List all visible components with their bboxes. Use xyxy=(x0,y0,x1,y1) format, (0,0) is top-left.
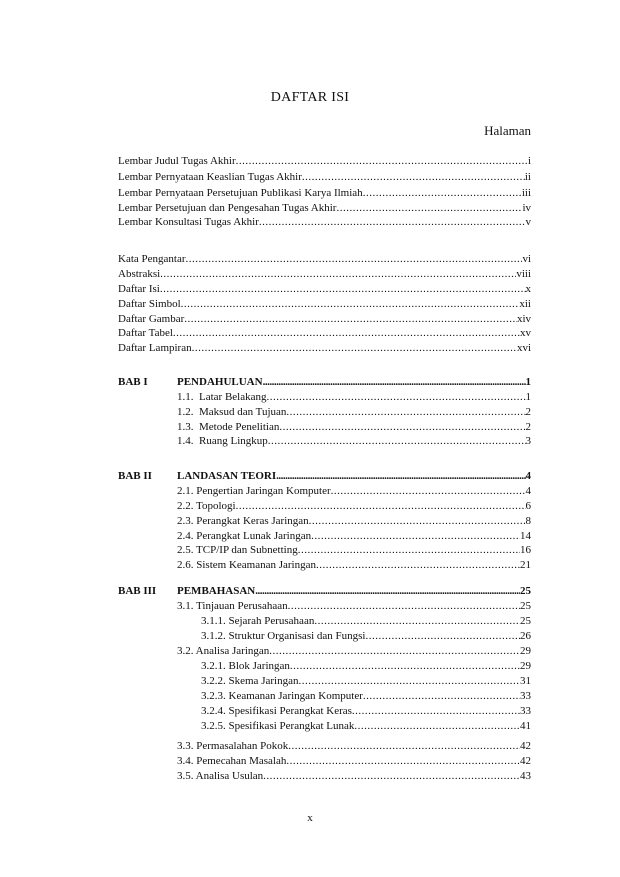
toc-entry-page: 26 xyxy=(520,630,531,642)
toc-entry-label: 3.2.2. Skema Jaringan xyxy=(201,675,299,687)
toc-entry[interactable] xyxy=(177,433,531,448)
toc-entry-page: i xyxy=(527,155,531,167)
toc-entry-label: 2.3. Perangkat Keras Jaringan xyxy=(177,515,309,527)
toc-entry[interactable] xyxy=(177,389,531,404)
chapter-title: LANDASAN TEORI xyxy=(177,470,277,482)
toc-entry-page: 2 xyxy=(525,406,531,418)
toc-entry-page: 33 xyxy=(520,690,531,702)
toc-entry[interactable] xyxy=(177,738,531,753)
toc-entry-label: Lembar Pernyataan Keaslian Tugas Akhir xyxy=(118,171,302,183)
toc-entry[interactable] xyxy=(177,598,531,613)
toc-entry-page: 4 xyxy=(525,485,531,497)
chapter-number: BAB I xyxy=(118,376,148,388)
toc-entry[interactable] xyxy=(177,513,531,528)
toc-entry-label: Lembar Persetujuan dan Pengesahan Tugas Akhir xyxy=(118,202,337,214)
chapter-page: 1 xyxy=(525,376,531,388)
toc-entry[interactable] xyxy=(177,643,531,658)
toc-entry-page: 33 xyxy=(520,705,531,717)
toc-entry-label: 1.3. Metode Penelitian xyxy=(177,421,280,433)
toc-entry-page: 25 xyxy=(520,615,531,627)
toc-entry-page: ii xyxy=(524,171,531,183)
toc-entry[interactable] xyxy=(177,528,531,543)
toc-entry[interactable] xyxy=(201,628,531,643)
chapter-entry[interactable] xyxy=(177,468,531,483)
toc-entry-label: 2.6. Sistem Keamanan Jaringan xyxy=(177,559,316,571)
toc-entry-page: xiv xyxy=(516,313,531,325)
toc-entry-label: 3.2.4. Spesifikasi Perangkat Keras xyxy=(201,705,352,717)
toc-entry-label: Daftar Simbol xyxy=(118,298,181,310)
toc-entry-label: 2.4. Perangkat Lunak Jaringan xyxy=(177,530,312,542)
toc-entry[interactable] xyxy=(177,404,531,419)
chapter-number: BAB II xyxy=(118,470,152,482)
toc-entry-label: 1.2. Maksud dan Tujuan xyxy=(177,406,287,418)
chapter-entry[interactable] xyxy=(177,583,531,598)
toc-entry[interactable] xyxy=(177,768,531,783)
toc-entry[interactable] xyxy=(177,753,531,768)
toc-entry-page: 31 xyxy=(520,675,531,687)
toc-entry[interactable] xyxy=(177,419,531,434)
toc-entry[interactable] xyxy=(201,703,531,718)
toc-entry[interactable] xyxy=(118,185,531,200)
toc-entry[interactable] xyxy=(201,673,531,688)
toc-entry-label: Abstraksi xyxy=(118,268,161,280)
toc-entry[interactable] xyxy=(177,483,531,498)
toc-entry[interactable] xyxy=(201,613,531,628)
toc-entry-page: 14 xyxy=(520,530,531,542)
chapter-title: PEMBAHASAN xyxy=(177,585,256,597)
toc-entry-label: Daftar Isi xyxy=(118,283,160,295)
toc-entry[interactable] xyxy=(118,266,531,281)
toc-entry-label: 1.1. Latar Belakang xyxy=(177,391,267,403)
toc-entry-label: Lembar Konsultasi Tugas Akhir xyxy=(118,216,259,228)
toc-entry-label: 3.5. Analisa Usulan xyxy=(177,770,264,782)
toc-entry-label: 2.2. Topologi xyxy=(177,500,236,512)
toc-entry[interactable] xyxy=(118,311,531,326)
toc-entry-label: Daftar Lampiran xyxy=(118,342,192,354)
toc-entry[interactable] xyxy=(118,281,531,296)
toc-entry-page: iii xyxy=(521,187,531,199)
toc-entry-label: 3.1.2. Struktur Organisasi dan Fungsi xyxy=(201,630,366,642)
toc-entry-label: 3.3. Permasalahan Pokok xyxy=(177,740,289,752)
toc-entry-page: 1 xyxy=(525,391,531,403)
toc-entry-page: 8 xyxy=(525,515,531,527)
toc-entry-page: 21 xyxy=(520,559,531,571)
toc-entry-label: 3.2.1. Blok Jaringan xyxy=(201,660,290,672)
toc-entry-page: 25 xyxy=(520,600,531,612)
toc-entry-page: 16 xyxy=(520,544,531,556)
toc-entry-page: 3 xyxy=(525,435,531,447)
toc-entry-label: 2.5. TCP/IP dan Subnetting xyxy=(177,544,298,556)
toc-entry[interactable] xyxy=(118,200,531,215)
toc-entry[interactable] xyxy=(118,340,531,355)
toc-entry-label: 3.2.5. Spesifikasi Perangkat Lunak xyxy=(201,720,355,732)
toc-entry-page: 41 xyxy=(520,720,531,732)
toc-entry[interactable] xyxy=(201,688,531,703)
toc-entry-label: 3.1.1. Sejarah Perusahaan xyxy=(201,615,315,627)
toc-entry-label: Lembar Pernyataan Persetujuan Publikasi Karya Ilmiah xyxy=(118,187,363,199)
toc-entry-page: 42 xyxy=(520,740,531,752)
toc-entry-page: xii xyxy=(519,298,531,310)
toc-entry-label: 3.4. Pemecahan Masalah xyxy=(177,755,287,767)
toc-entry[interactable] xyxy=(177,557,531,572)
toc-entry-label: 1.4. Ruang Lingkup xyxy=(177,435,268,447)
page-title: DAFTAR ISI xyxy=(270,90,350,105)
toc-entry-page: 43 xyxy=(520,770,531,782)
toc-entry-page: 29 xyxy=(520,660,531,672)
page-number: x xyxy=(307,812,313,824)
toc-entry-page: iv xyxy=(522,202,531,214)
toc-entry-label: 3.1. Tinjauan Perusahaan xyxy=(177,600,288,612)
toc-entry-page: v xyxy=(525,216,531,228)
toc-entry-page: 2 xyxy=(525,421,531,433)
toc-entry[interactable] xyxy=(118,251,531,266)
page-column-header: Halaman xyxy=(484,123,531,138)
toc-entry[interactable] xyxy=(118,296,531,311)
toc-entry-label: Lembar Judul Tugas Akhir xyxy=(118,155,236,167)
toc-entry-page: xvi xyxy=(516,342,531,354)
toc-entry[interactable] xyxy=(118,325,531,340)
toc-entry-label: Kata Pengantar xyxy=(118,253,186,265)
toc-entry-page: 6 xyxy=(525,500,531,512)
chapter-number: BAB III xyxy=(118,585,157,597)
toc-entry[interactable] xyxy=(201,658,531,673)
toc-entry[interactable] xyxy=(177,498,531,513)
chapter-page: 25 xyxy=(520,585,531,597)
toc-entry-label: 2.1. Pengertian Jaringan Komputer xyxy=(177,485,331,497)
chapter-title: PENDAHULUAN xyxy=(177,376,263,388)
toc-entry-page: x xyxy=(525,283,531,295)
toc-entry[interactable] xyxy=(118,214,531,229)
toc-entry-page: vi xyxy=(522,253,531,265)
toc-entry-label: 3.2. Analisa Jaringan xyxy=(177,645,270,657)
chapter-entry[interactable] xyxy=(177,374,531,389)
toc-entry-page: xv xyxy=(520,327,531,339)
toc-entry[interactable] xyxy=(201,718,531,733)
toc-entry-label: Daftar Tabel xyxy=(118,327,173,339)
toc-entry-page: 42 xyxy=(520,755,531,767)
toc-entry-page: 29 xyxy=(520,645,531,657)
toc-entry[interactable] xyxy=(118,153,531,168)
toc-entry[interactable] xyxy=(177,542,531,557)
chapter-page: 4 xyxy=(525,470,531,482)
toc-entry-label: Daftar Gambar xyxy=(118,313,185,325)
toc-entry-label: 3.2.3. Keamanan Jaringan Komputer xyxy=(201,690,363,702)
toc-entry-page: viii xyxy=(516,268,531,280)
toc-entry[interactable] xyxy=(118,169,531,184)
